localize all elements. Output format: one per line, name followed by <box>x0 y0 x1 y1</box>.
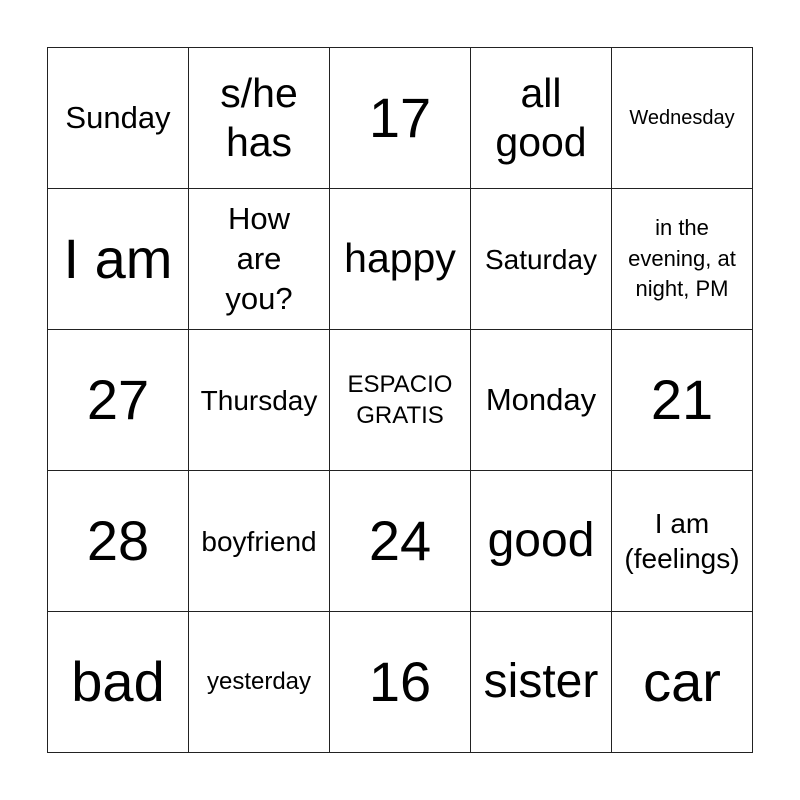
cell-text: 17 <box>368 85 432 149</box>
bingo-cell[interactable] <box>471 471 612 612</box>
bingo-card <box>47 47 753 753</box>
cell-text: How are you? <box>225 200 293 317</box>
bingo-cell[interactable] <box>612 48 753 189</box>
bingo-cell[interactable] <box>48 48 189 189</box>
bingo-cell[interactable] <box>471 189 612 330</box>
bingo-cell[interactable] <box>330 471 471 612</box>
bingo-cell[interactable] <box>612 471 753 612</box>
bingo-cell[interactable] <box>48 471 189 612</box>
cell-text: Saturday <box>484 243 598 275</box>
cell-text: 28 <box>86 508 150 572</box>
cell-text: happy <box>344 235 456 282</box>
cell-text: good <box>487 513 595 567</box>
cell-text: bad <box>71 649 165 713</box>
cell-text: Wednesday <box>629 107 735 129</box>
bingo-cell[interactable] <box>471 612 612 753</box>
bingo-cell[interactable] <box>48 612 189 753</box>
cell-text: Sunday <box>65 99 171 135</box>
cell-text: Monday <box>485 381 597 417</box>
cell-text: yesterday <box>206 668 312 696</box>
bingo-cell[interactable] <box>612 189 753 330</box>
bingo-cell[interactable] <box>612 330 753 471</box>
bingo-cell[interactable] <box>471 48 612 189</box>
cell-text: 24 <box>368 508 432 572</box>
bingo-cell[interactable] <box>189 48 330 189</box>
bingo-cell[interactable] <box>189 189 330 330</box>
bingo-cell[interactable] <box>189 471 330 612</box>
cell-text: boyfriend <box>201 525 317 557</box>
cell-text: car <box>643 649 721 713</box>
cell-text: 27 <box>86 367 150 431</box>
cell-text: s/he has <box>220 69 298 165</box>
free-space-text: ESPACIO GRATIS <box>347 370 453 429</box>
free-space-cell[interactable] <box>330 330 471 471</box>
cell-text: I am (feelings) <box>624 508 740 574</box>
bingo-cell[interactable] <box>330 612 471 753</box>
cell-text: 21 <box>650 367 714 431</box>
bingo-cell[interactable] <box>612 612 753 753</box>
cell-text: in the evening, at night, PM <box>628 214 736 302</box>
bingo-cell[interactable] <box>48 330 189 471</box>
bingo-cell[interactable] <box>330 48 471 189</box>
cell-text: 16 <box>368 649 432 713</box>
cell-text: sister <box>483 654 599 708</box>
cell-text: all good <box>495 69 587 165</box>
bingo-cell[interactable] <box>48 189 189 330</box>
bingo-cell[interactable] <box>189 612 330 753</box>
bingo-cell[interactable] <box>330 189 471 330</box>
bingo-cell[interactable] <box>189 330 330 471</box>
cell-text: Thursday <box>200 384 318 416</box>
bingo-cell[interactable] <box>471 330 612 471</box>
cell-text: I am <box>63 226 173 290</box>
